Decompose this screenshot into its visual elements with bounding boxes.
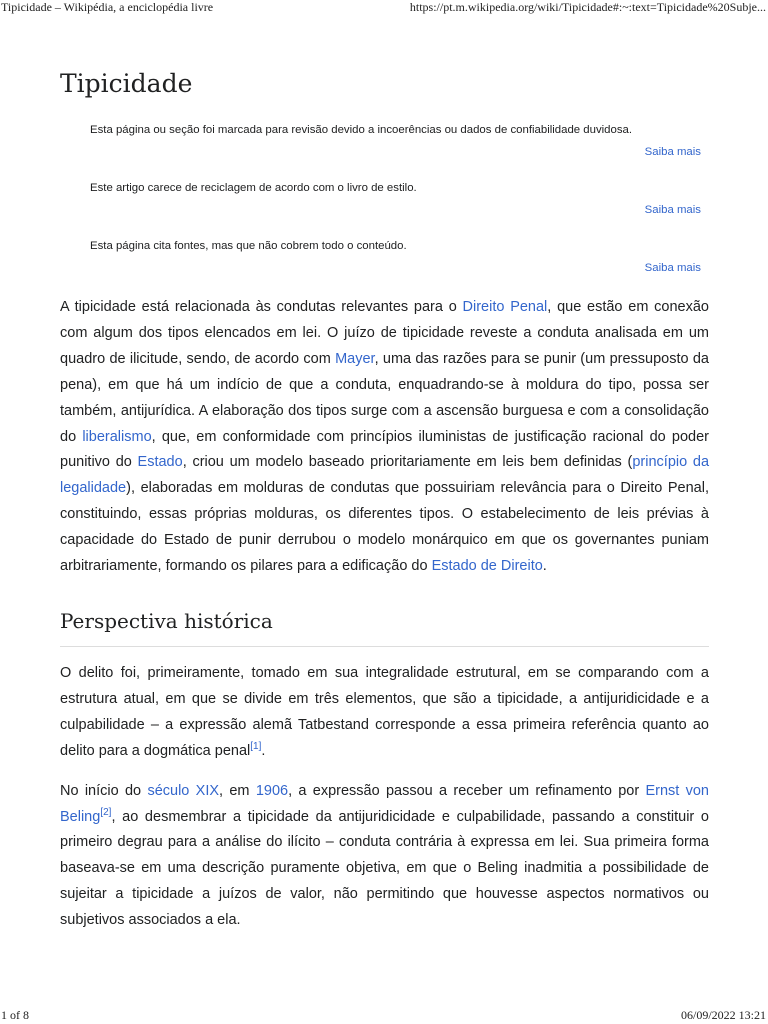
paragraph-text: , em [219,782,256,799]
section-paragraph [60,661,709,765]
mayer-link[interactable]: Mayer [335,350,375,367]
reference-link-2[interactable]: [2] [100,806,112,818]
print-datetime: 06/09/2022 13:21 [680,1008,766,1022]
intro-text: , que estão em conexão com algum dos tipos elencados em lei. O juízo de tipicidade reveste a conduta analisada em um quadro de ilicitude, sendo, de acordo com [60,299,709,367]
paragraph-text: O delito foi, primeiramente, tomado em sua integralidade estrutural, em se comparando com a estrutura atual, em que se divide em três elementos, que são a tipicidade, a antijuridicidade e a culpabilidade – a expressão alemã Tatbestand corresponde a essa primeira referência quanto ao delito para a dogmática penal [60,664,709,759]
notice-text: Esta página ou seção foi marcada para revisão devido a incoerências ou dados de confiabilidade duvidosa. [90,124,633,136]
learn-more-link[interactable]: Saiba mais [644,146,701,158]
direito-penal-link[interactable]: Direito Penal [462,299,548,315]
seculo-xix-link[interactable]: século XIX [147,782,220,799]
intro-text: , que, em conformidade com princípios iluministas de justificação racional do poder punitivo do [60,428,709,471]
page-number: 1 of 8 [1,1008,29,1022]
intro-text: , uma das razões para se punir (um pressuposto da pena), em que há um indício de que a conduta, enquadrando-se à moldura do tipo, possa ser também, antijurídica. A elaboração dos tipos surge com a ascensão burguesa e com a consolidação do [60,350,709,445]
print-header-url: https://pt.m.wikipedia.org/wiki/Tipicidade#:~:text=Tipicidade%20Subje... [409,0,766,14]
intro-paragraph [60,295,709,580]
section-paragraph [60,779,709,934]
article-content [60,62,709,934]
principio-legalidade-link[interactable]: princípio da legalidade [60,454,710,497]
learn-more-link[interactable]: Saiba mais [644,262,701,274]
ernst-von-beling-link[interactable]: Ernst von Beling [60,782,709,825]
print-header [0,0,768,16]
intro-text: A tipicidade está relacionada às condutas relevantes para o [60,299,463,315]
print-footer [0,1008,768,1024]
paragraph-text: , a expressão passou a receber um refinamento por [288,782,646,799]
paragraph-text: , ao desmembrar a tipicidade da antijuridicidade e culpabilidade, passando a constituir o primeiro degrau para a análise do ilícito – conduta contrária à expressa em lei. Sua primeira forma baseava-se em uma descrição puramente objetiva, em que o Beling inadmitia a possibilidade de sujeitar a tipicidade a juízos de valor, não permitindo que houvesse aspectos normativos ou subjetivos associados a ela. [60,808,709,929]
estado-link[interactable]: Estado [137,454,183,471]
liberalismo-link[interactable]: liberalismo [82,428,152,445]
maintenance-notices [60,124,709,298]
print-header-title: Tipicidade – Wikipédia, a enciclopédia livre [1,0,214,14]
paragraph-text: No início do [60,782,148,799]
page-title: Tipicidade [60,69,193,98]
estado-de-direito-link[interactable]: Estado de Direito [431,558,543,575]
year-1906-link[interactable]: 1906 [255,782,289,799]
notice-box [60,182,709,240]
intro-text: ), elaboradas em molduras de condutas que possuiriam relevância para o Direito Penal, constituindo, essas próprias molduras, os diferentes tipos. O estabelecimento de leis prévias à capacidade do Estado de punir derrubou o modelo monárquico em que os governantes puniam arbitrariamente, formando os pilares para a edificação do [60,480,709,575]
paragraph-text: . [261,742,266,759]
notice-box [60,240,709,298]
intro-text: . [542,558,547,575]
notice-text: Este artigo carece de reciclagem de acordo com o livro de estilo. [90,182,417,194]
section-heading: Perspectiva histórica [60,602,709,647]
notice-box [60,124,709,182]
learn-more-link[interactable]: Saiba mais [644,204,701,216]
notice-text: Esta página cita fontes, mas que não cobrem todo o conteúdo. [90,240,407,252]
intro-text: , criou um modelo baseado prioritariamente em leis bem definidas ( [182,454,633,471]
reference-link-1[interactable]: [1] [250,740,262,752]
